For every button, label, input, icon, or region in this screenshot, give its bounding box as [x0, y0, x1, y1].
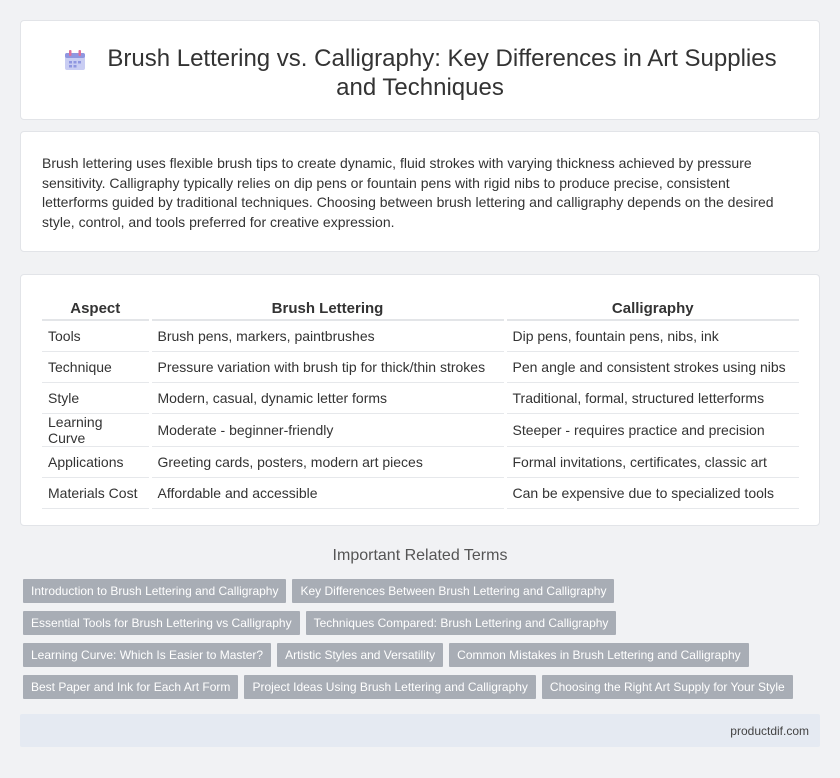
tag-row	[23, 675, 823, 707]
intro-paragraph: Brush lettering uses flexible brush tips to create dynamic, fluid strokes with varying thickness achieved by pressure sensitivity. Calligraphy typically relies on dip pens or fountain pens with rigid nibs to produce precise, consistent letterforms guided by traditional techniques. Choosing between brush lettering and calligraphy depends on the desired style, control, and tools preferred for creative expression.	[42, 155, 774, 230]
table-row	[42, 351, 799, 382]
tag-row	[23, 611, 823, 643]
table-row	[42, 477, 799, 508]
cell-aspect: Technique	[42, 351, 150, 382]
title-area	[61, 44, 779, 102]
related-term-link[interactable]: Introduction to Brush Lettering and Calligraphy	[23, 579, 286, 603]
header-card	[20, 20, 820, 120]
footer-bar	[20, 714, 820, 747]
cell-calligraphy: Formal invitations, certificates, classic art	[505, 446, 799, 477]
cell-brush: Greeting cards, posters, modern art pieces	[150, 446, 505, 477]
related-term-link[interactable]: Artistic Styles and Versatility	[277, 643, 443, 667]
related-terms-list	[23, 579, 823, 707]
page-title: Brush Lettering vs. Calligraphy: Key Differences in Art Supplies and Techniques	[107, 45, 777, 101]
table-row	[42, 446, 799, 477]
comparison-card	[20, 274, 820, 526]
cell-brush: Affordable and accessible	[150, 477, 505, 508]
related-term-link[interactable]: Essential Tools for Brush Lettering vs Calligraphy	[23, 611, 300, 635]
comparison-table	[42, 294, 799, 509]
cell-brush: Moderate - beginner-friendly	[150, 413, 505, 446]
intro-card	[20, 131, 820, 252]
cell-aspect: Materials Cost	[42, 477, 150, 508]
cell-aspect: Applications	[42, 446, 150, 477]
table-row	[42, 382, 799, 413]
cell-brush: Modern, casual, dynamic letter forms	[150, 382, 505, 413]
related-term-link[interactable]: Project Ideas Using Brush Lettering and Calligraphy	[244, 675, 535, 699]
cell-aspect: Learning Curve	[42, 413, 150, 446]
cell-calligraphy: Traditional, formal, structured letterforms	[505, 382, 799, 413]
header-calligraphy: Calligraphy	[505, 294, 799, 320]
cell-brush: Brush pens, markers, paintbrushes	[150, 320, 505, 351]
footer-site-link[interactable]: productdif.com	[730, 724, 809, 738]
calendar-icon	[63, 48, 87, 72]
related-term-link[interactable]: Choosing the Right Art Supply for Your Style	[542, 675, 793, 699]
related-term-link[interactable]: Key Differences Between Brush Lettering and Calligraphy	[292, 579, 614, 603]
table-row	[42, 413, 799, 446]
cell-calligraphy: Steeper - requires practice and precision	[505, 413, 799, 446]
related-terms-heading: Important Related Terms	[332, 547, 508, 564]
related-term-link[interactable]: Common Mistakes in Brush Lettering and Calligraphy	[449, 643, 748, 667]
cell-calligraphy: Pen angle and consistent strokes using nibs	[505, 351, 799, 382]
related-term-link[interactable]: Best Paper and Ink for Each Art Form	[23, 675, 238, 699]
cell-calligraphy: Dip pens, fountain pens, nibs, ink	[505, 320, 799, 351]
cell-brush: Pressure variation with brush tip for thick/thin strokes	[150, 351, 505, 382]
tag-row	[23, 643, 823, 675]
related-term-link[interactable]: Techniques Compared: Brush Lettering and Calligraphy	[306, 611, 617, 635]
table-header-row	[42, 294, 799, 320]
related-term-link[interactable]: Learning Curve: Which Is Easier to Master?	[23, 643, 271, 667]
tag-row	[23, 579, 823, 611]
cell-aspect: Tools	[42, 320, 150, 351]
header-aspect: Aspect	[42, 294, 150, 320]
table-row	[42, 320, 799, 351]
header-brush-lettering: Brush Lettering	[150, 294, 505, 320]
cell-calligraphy: Can be expensive due to specialized tools	[505, 477, 799, 508]
cell-aspect: Style	[42, 382, 150, 413]
